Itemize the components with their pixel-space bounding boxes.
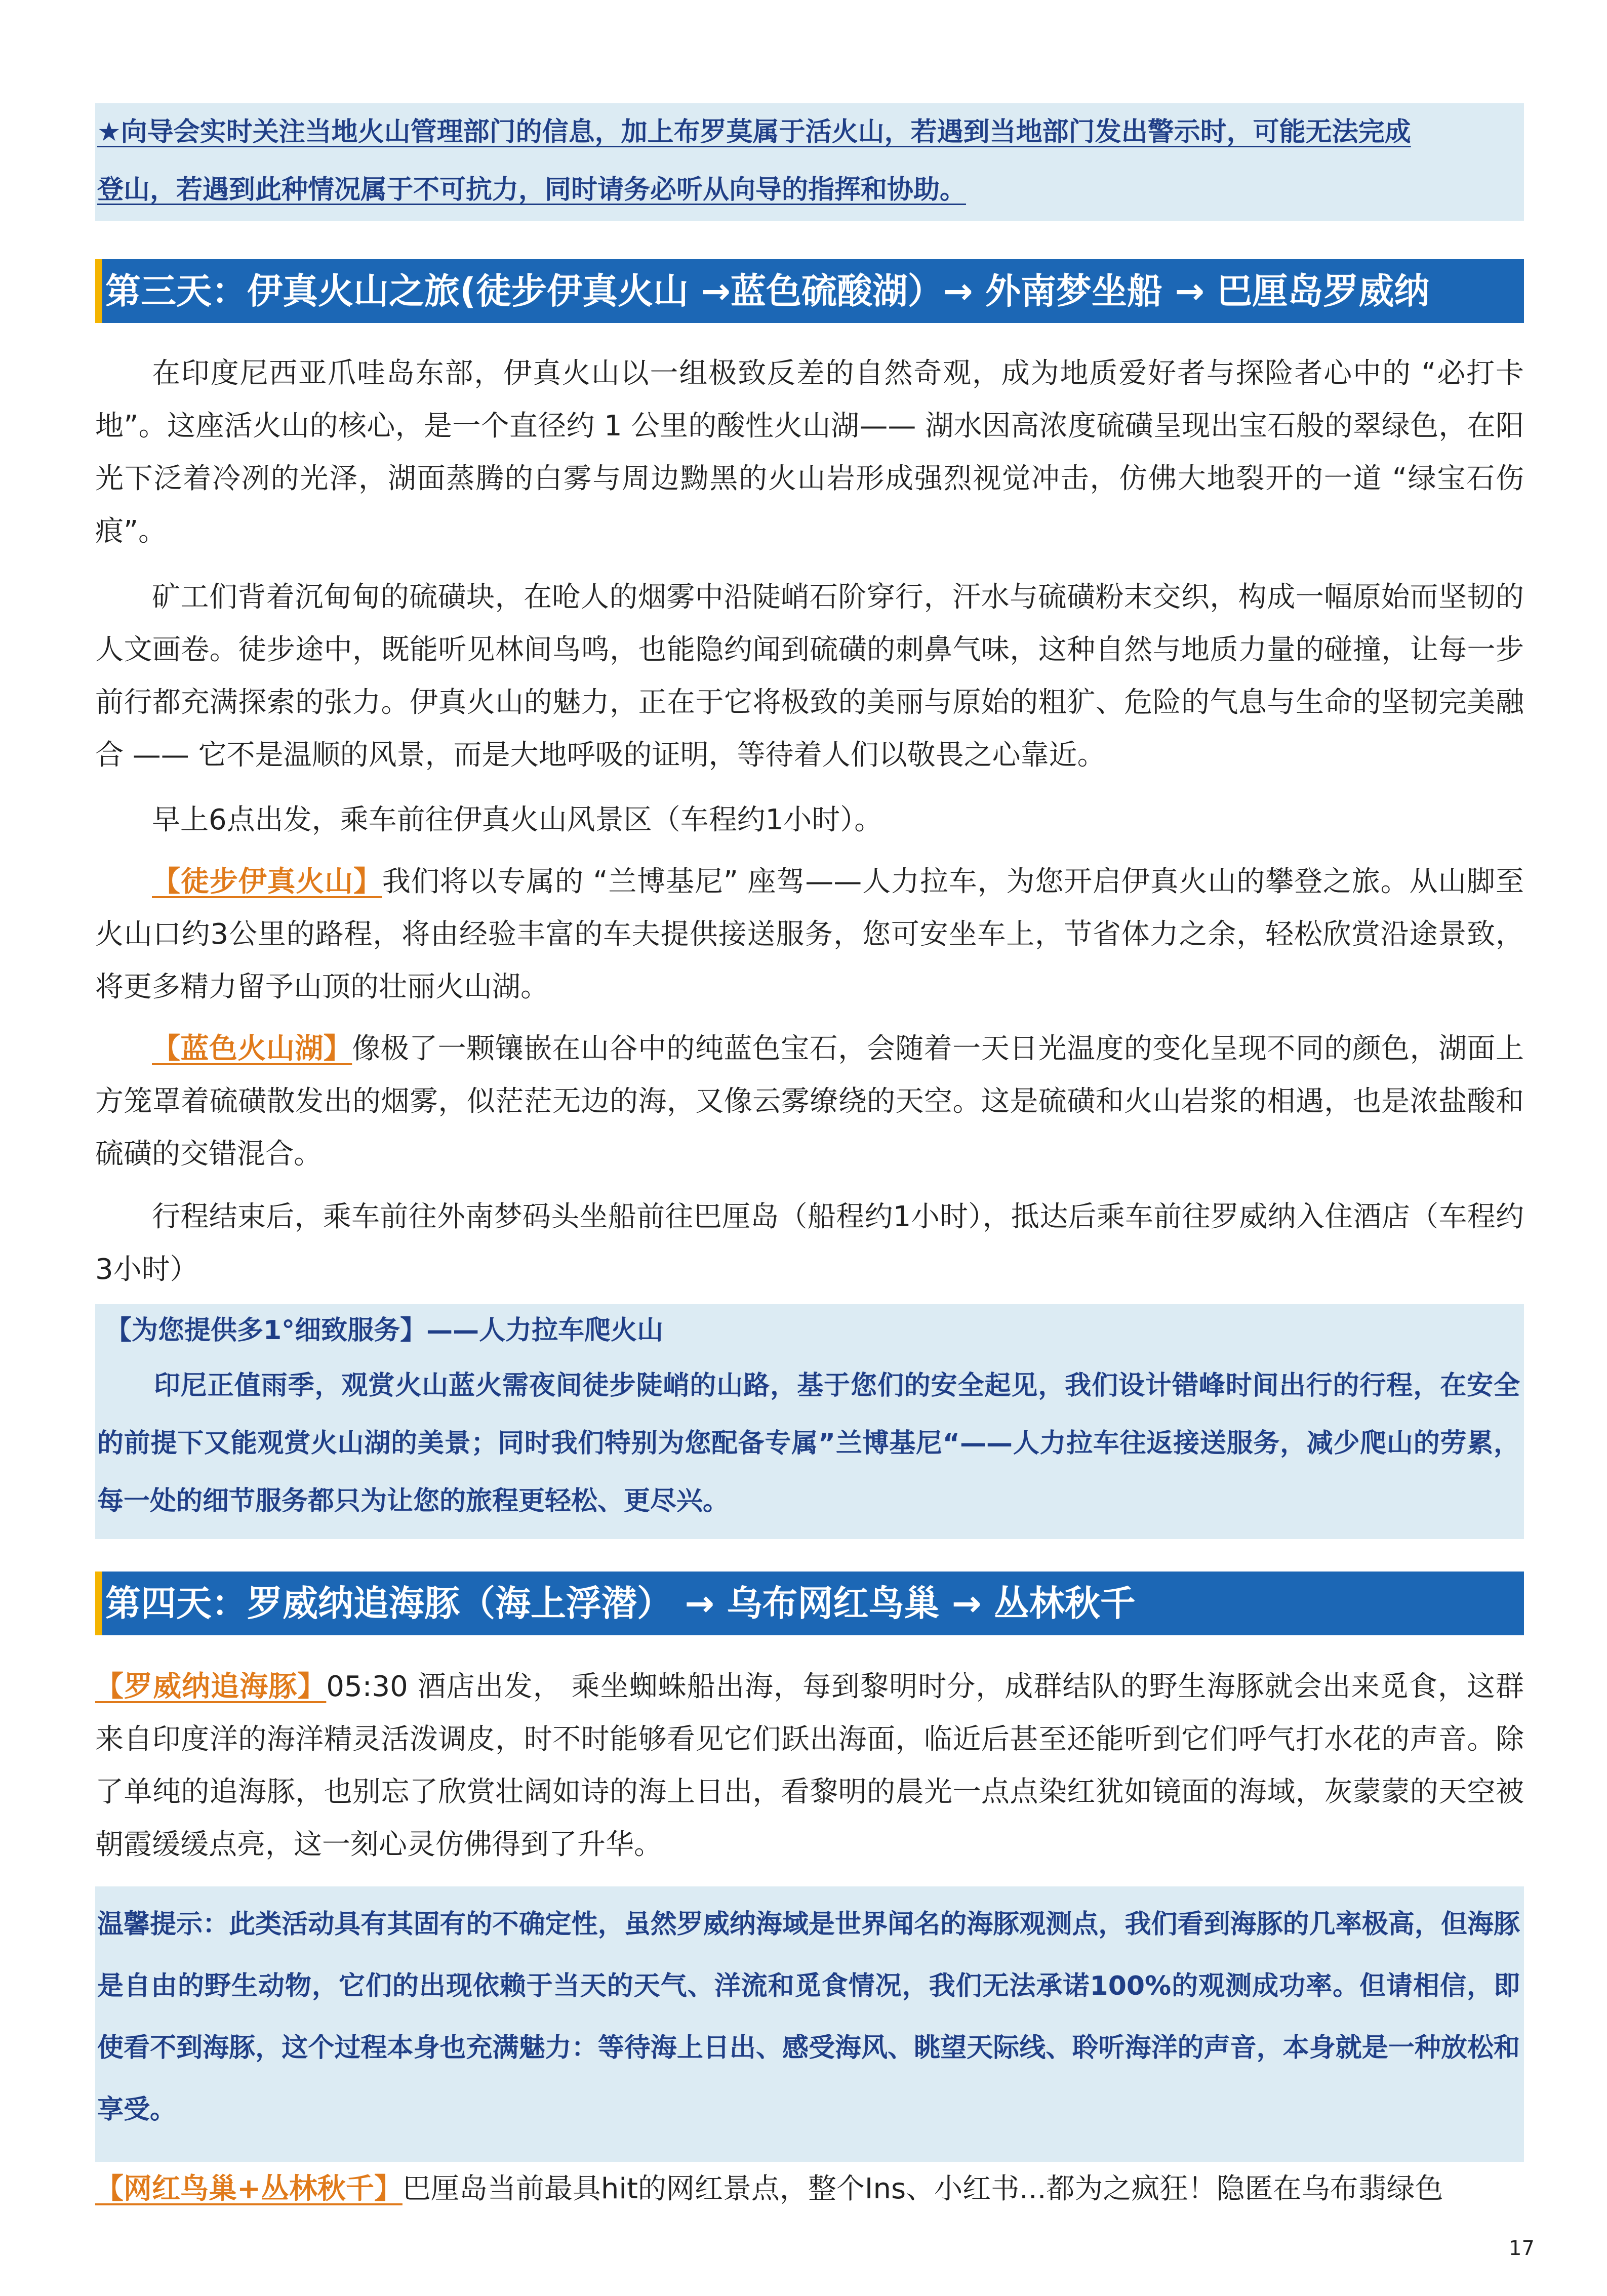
day3-lake-paragraph xyxy=(95,1023,1524,1181)
hike-text: 我们将以专属的 “兰博基尼” 座驾——人力拉车，为您开启伊真火山的攀登之旅。从山脚至火山口约3公里的路程，将由经验丰富的车夫提供接送服务，您可安坐车上，节省体力之余，轻松欣赏沿途景致，将更多精力留予山顶的壮丽火山湖。 xyxy=(95,865,1524,1003)
hike-tag: 【徒步伊真火山】 xyxy=(152,865,382,898)
lake-text: 像极了一颗镶嵌在山谷中的纯蓝色宝石，会随着一天日光温度的变化呈现不同的颜色，湖面上方笼罩着硫磺散发出的烟雾，似茫茫无边的海，又像云雾缭绕的天空。这是硫磺和火山岩浆的相遇，也是浓盐酸和硫磺的交错混合。 xyxy=(95,1032,1524,1171)
warning-line-2: 登山，若遇到此种情况属于不可抗力，同时请务必听从向导的指挥和协助。 xyxy=(97,175,967,205)
dolphin-tag: 【罗威纳追海豚】 xyxy=(95,1670,327,1703)
nest-text: 巴厘岛当前最具hit的网红景点，整个Ins、小红书...都为之疯狂！隐匿在乌布翡绿色 xyxy=(402,2172,1443,2205)
day3-intro-paragraph: 在印度尼西亚爪哇岛东部，伊真火山以一组极致反差的自然奇观，成为地质爱好者与探险者心中的 “必打卡地”。这座活火山的核心，是一个直径约 1 公里的酸性火山湖—— 湖水因高浓度硫磺呈现出宝石般的翠绿色，在阳光下泛着冷冽的光泽，湖面蒸腾的白雾与周边黝黑的火山岩形成强烈视觉冲击，仿佛大地裂开的一道 “绿宝石伤痕”。 xyxy=(95,357,1524,548)
day4-nest-paragraph xyxy=(95,2163,1524,2216)
lake-tag: 【蓝色火山湖】 xyxy=(152,1032,352,1065)
dolphin-tip-note xyxy=(95,1886,1524,2162)
service-note xyxy=(95,1304,1524,1539)
day3-departure-paragraph: 早上6点出发，乘车前往伊真火山风景区（车程约1小时）。 xyxy=(152,803,883,836)
page-number: 17 xyxy=(1509,2237,1535,2260)
dolphin-tip-text: 温馨提示：此类活动具有其固有的不确定性，虽然罗威纳海域是世界闻名的海豚观测点，我们看到海豚的几率极高，但海豚是自由的野生动物，它们的出现依赖于当天的天气、洋流和觅食情况，我们无法承诺100%的观测成功率。但请相信，即使看不到海豚，这个过程本身也充满魅力：等待海上日出、感受海风、眺望天际线、聆听海洋的声音，本身就是一种放松和享受。 xyxy=(97,1909,1520,2125)
warning-line-1: ★向导会实时关注当地火山管理部门的信息，加上布罗莫属于活火山，若遇到当地部门发出警示时，可能无法完成 xyxy=(97,117,1411,147)
day4-dolphin-paragraph xyxy=(95,1661,1524,1871)
dolphin-text: 05:30 酒店出发， 乘坐蜘蛛船出海，每到黎明时分，成群结队的野生海豚就会出来觅食，这群来自印度洋的海洋精灵活泼调皮，时不时能够看见它们跃出海面，临近后甚至还能听到它们呼气打水花的声音。除了单纯的追海豚，也别忘了欣赏壮阔如诗的海上日出，看黎明的晨光一点点染红犹如镜面的海域，灰蒙蒙的天空被朝霞缓缓点亮，这一刻心灵仿佛得到了升华。 xyxy=(95,1670,1524,1861)
day3-transfer-paragraph: 行程结束后，乘车前往外南梦码头坐船前往巴厘岛（船程约1小时），抵达后乘车前往罗威纳入住酒店（车程约3小时） xyxy=(95,1200,1524,1286)
volcano-warning-note xyxy=(95,103,1524,221)
day3-hike-paragraph xyxy=(95,856,1524,1014)
day4-header: 第四天：罗威纳追海豚（海上浮潜） → 乌布网红鸟巢 → 丛林秋千 xyxy=(95,1572,1524,1635)
day3-header: 第三天：伊真火山之旅(徒步伊真火山 →蓝色硫酸湖）→ 外南梦坐船 → 巴厘岛罗威纳 xyxy=(95,259,1524,323)
service-title: 【为您提供多1°细致服务】——人力拉车爬火山 xyxy=(105,1315,664,1346)
nest-tag: 【网红鸟巢+丛林秋千】 xyxy=(95,2172,403,2205)
service-text: 印尼正值雨季，观赏火山蓝火需夜间徒步陡峭的山路，基于您们的安全起见，我们设计错峰时间出行的行程，在安全的前提下又能观赏火山湖的美景；同时我们特别为您配备专属”兰博基尼“——人力拉车往返接送服务，减少爬山的劳累，每一处的细节服务都只为让您的旅程更轻松、更尽兴。 xyxy=(97,1371,1520,1516)
day3-miners-paragraph: 矿工们背着沉甸甸的硫磺块，在呛人的烟雾中沿陡峭石阶穿行，汗水与硫磺粉末交织，构成一幅原始而坚韧的人文画卷。徒步途中，既能听见林间鸟鸣，也能隐约闻到硫磺的刺鼻气味，这种自然与地质力量的碰撞，让每一步前行都充满探索的张力。伊真火山的魅力，正在于它将极致的美丽与原始的粗犷、危险的气息与生命的坚韧完美融合 —— 它不是温顺的风景，而是大地呼吸的证明，等待着人们以敬畏之心靠近。 xyxy=(95,581,1524,772)
